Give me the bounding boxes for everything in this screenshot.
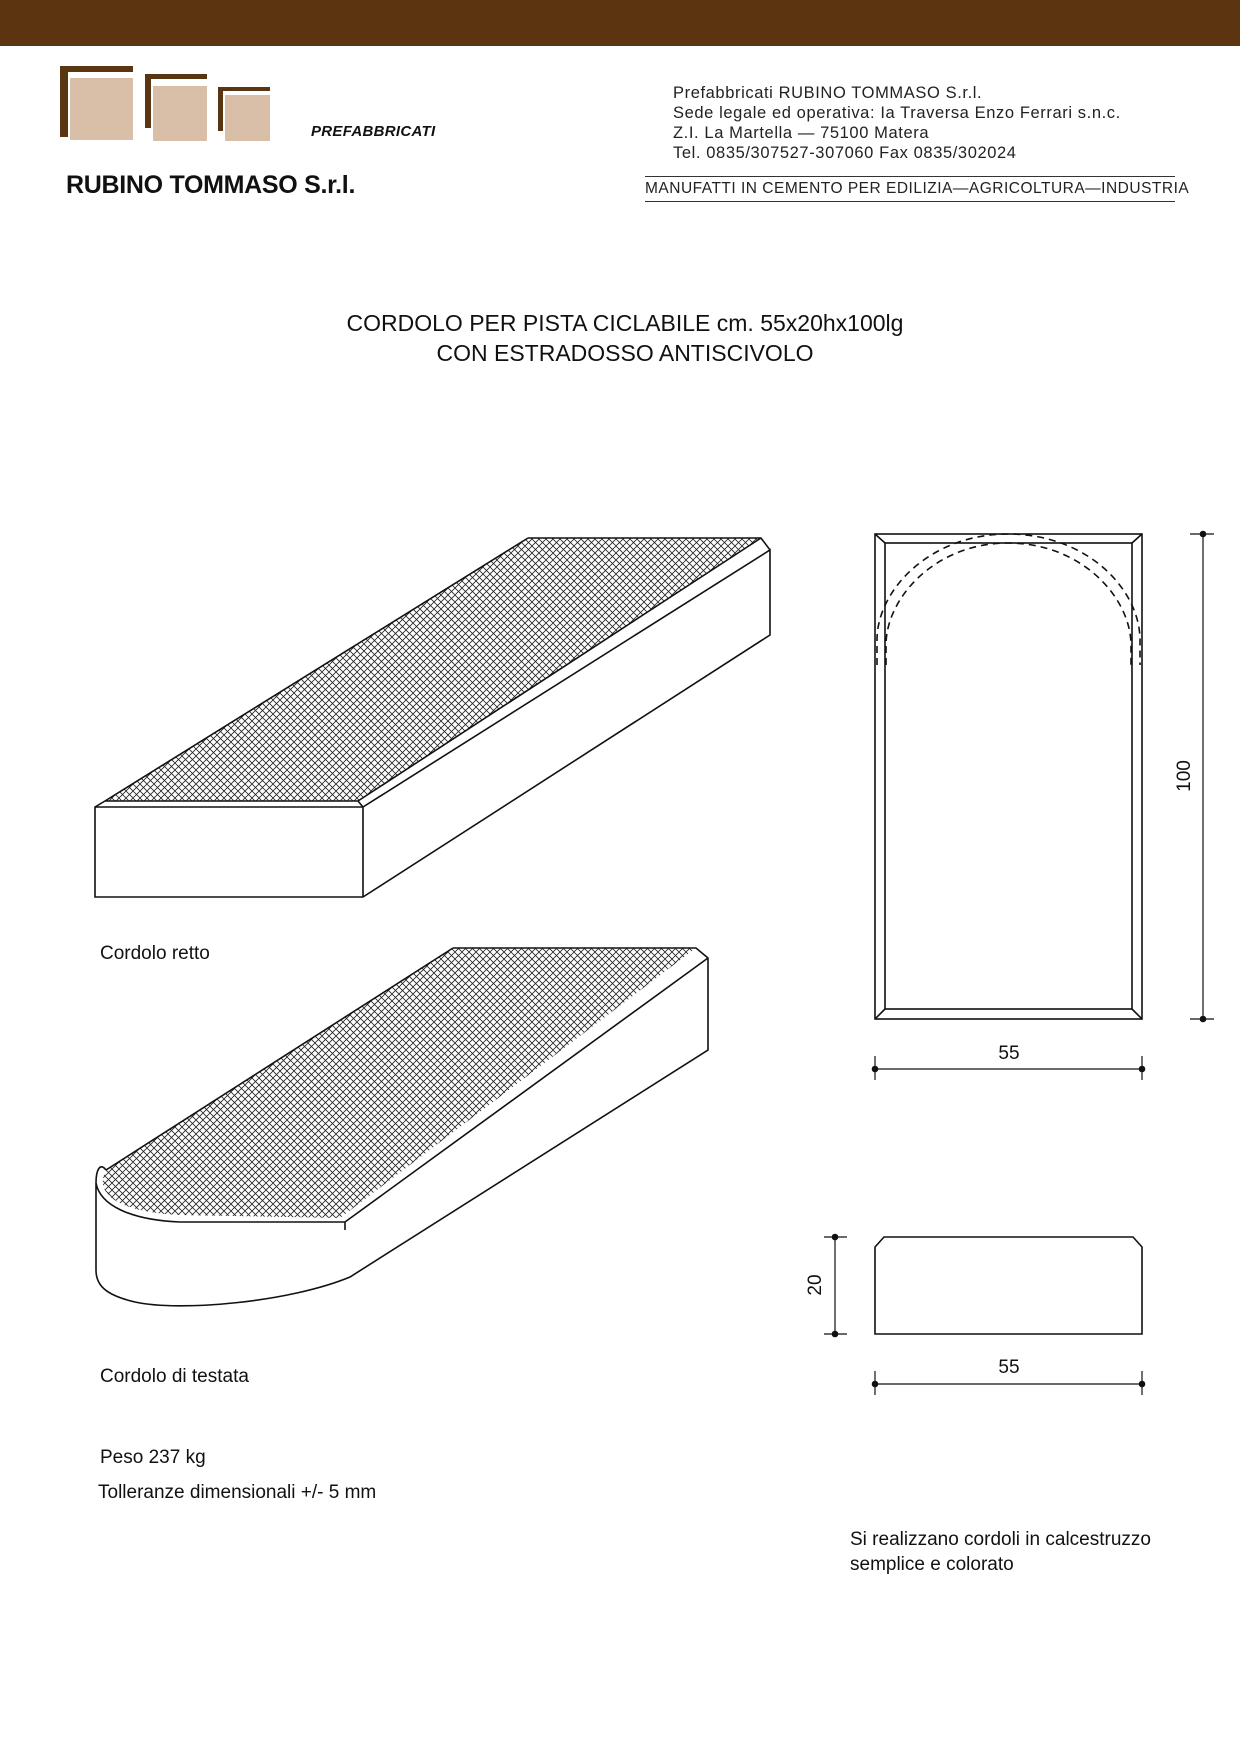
end-curb-drawing [96, 948, 708, 1306]
section-view [824, 1235, 1145, 1396]
section-outline [875, 1237, 1142, 1334]
dimension-plan-length: 100 [1174, 760, 1195, 792]
plan-view [873, 532, 1215, 1081]
plan-inner-rect [885, 543, 1132, 1009]
brand-prefabbricati: PREFABBRICATI [311, 123, 436, 140]
title-line-2: CON ESTRADOSSO ANTISCIVOLO [436, 340, 814, 366]
company-name: Prefabbricati RUBINO TOMMASO S.r.l. [673, 84, 983, 102]
company-city: Z.I. La Martella — 75100 Matera [673, 124, 930, 142]
label-end-curb: Cordolo di testata [100, 1366, 249, 1387]
end-curb-top-mesh [103, 948, 696, 1218]
brand-name: RUBINO TOMMASO S.r.l. [66, 171, 356, 199]
company-phone: Tel. 0835/307527-307060 Fax 0835/302024 [673, 144, 1017, 162]
straight-curb-drawing [95, 538, 770, 897]
label-straight-curb: Cordolo retto [100, 943, 210, 964]
plan-outer-rect [875, 534, 1142, 1019]
straight-curb-top-mesh [105, 538, 761, 801]
company-tagline: MANUFATTI IN CEMENTO PER EDILIZIA—AGRICOLTURA—INDUSTRIA [645, 176, 1175, 202]
note-line-2: semplice e colorato [850, 1554, 1014, 1575]
dimension-section-height: 20 [805, 1274, 826, 1296]
spec-weight: Peso 237 kg [100, 1447, 206, 1468]
plan-dashed-arc-outer [877, 534, 1140, 665]
company-address: Sede legale ed operativa: Ia Traversa Enzo Ferrari s.n.c. [673, 104, 1121, 122]
note-line-1: Si realizzano cordoli in calcestruzzo [850, 1529, 1151, 1550]
spec-tolerance: Tolleranze dimensionali +/- 5 mm [98, 1482, 377, 1503]
dimension-section-width: 55 [998, 1357, 1020, 1378]
dimension-plan-width: 55 [998, 1043, 1020, 1064]
title-line-1: CORDOLO PER PISTA CICLABILE cm. 55x20hx100lg [346, 310, 904, 336]
